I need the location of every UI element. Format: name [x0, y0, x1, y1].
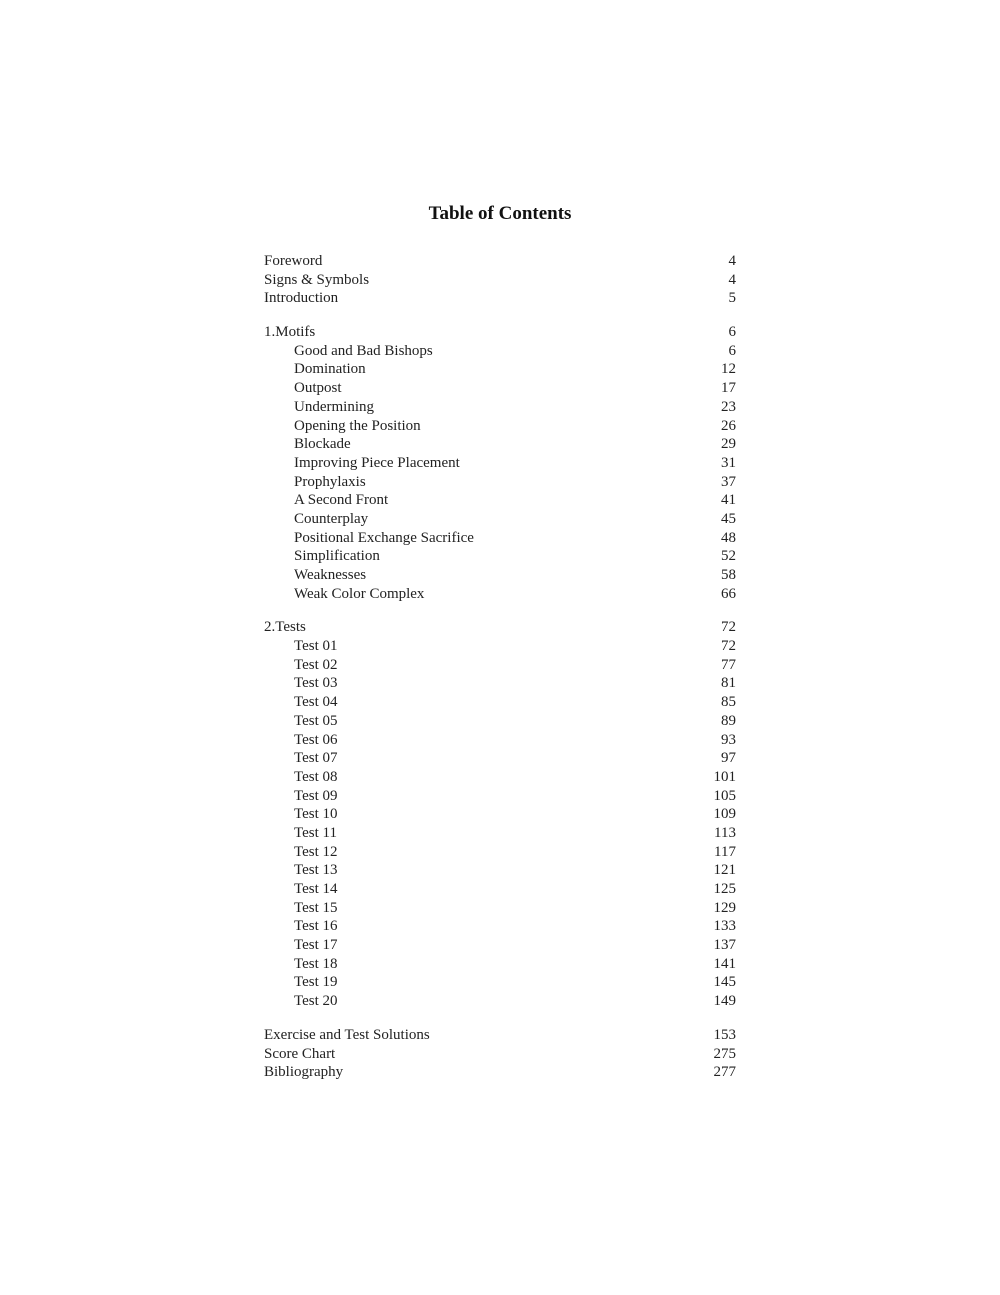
toc-entry[interactable]	[264, 360, 736, 379]
toc-entry-page: 149	[713, 993, 736, 1010]
toc-entry[interactable]	[264, 435, 736, 454]
toc-entry[interactable]	[264, 566, 736, 585]
toc-entry-label: Test 18	[294, 955, 338, 972]
toc-entry-page: 89	[721, 712, 736, 729]
toc-entry-page: 277	[713, 1064, 736, 1081]
toc-entry-label: Test 08	[294, 768, 338, 785]
toc-chapter-label: 1.Motifs	[264, 324, 316, 341]
toc-entry[interactable]	[264, 749, 736, 768]
toc-entry-page: 275	[713, 1045, 736, 1062]
toc-entry[interactable]	[264, 1063, 736, 1082]
toc-entry[interactable]	[264, 271, 736, 290]
toc-entry[interactable]	[264, 674, 736, 693]
toc-entry[interactable]	[264, 768, 736, 787]
toc-entry-label: Bibliography	[264, 1064, 344, 1081]
toc-entry[interactable]	[264, 454, 736, 473]
toc-entry[interactable]	[264, 1026, 736, 1045]
toc-entry-label: Domination	[294, 361, 366, 378]
toc-entry-page: 121	[713, 862, 736, 879]
toc-entry[interactable]	[264, 529, 736, 548]
toc-entry-label: Signs & Symbols	[264, 271, 370, 288]
toc-entry-page: 41	[721, 492, 736, 509]
toc-entry[interactable]	[264, 880, 736, 899]
toc-entry-page: 81	[721, 675, 736, 692]
toc-entry-label: Test 13	[294, 862, 338, 879]
toc-entry-page: 113	[714, 824, 736, 841]
toc-entry[interactable]	[264, 936, 736, 955]
toc-chapter-page: 6	[728, 324, 736, 341]
toc-entry-label: Introduction	[264, 290, 339, 307]
toc-entry[interactable]	[264, 917, 736, 936]
toc-entry-page: 105	[713, 787, 736, 804]
toc-entry-label: Undermining	[294, 398, 374, 415]
toc-entry-page: 12	[721, 361, 736, 378]
toc-entry-page: 29	[721, 436, 736, 453]
toc-entry-page: 129	[713, 899, 736, 916]
toc-entry-page: 72	[721, 638, 736, 655]
toc-entry-page: 37	[721, 473, 736, 490]
toc-entry-label: Blockade	[294, 436, 351, 453]
toc-entry[interactable]	[264, 955, 736, 974]
toc-entry-label: Opening the Position	[294, 417, 421, 434]
toc-entry-page: 4	[728, 253, 736, 269]
toc-entry-label: Test 02	[294, 656, 338, 673]
toc-entry[interactable]	[264, 992, 736, 1011]
toc-chapter-heading[interactable]	[264, 323, 736, 342]
toc-entry-label: Weak Color Complex	[294, 585, 425, 602]
toc-entry-label: Test 14	[294, 881, 338, 897]
toc-entry-page: 125	[713, 881, 736, 897]
toc-entry[interactable]	[264, 491, 736, 510]
toc-entry-page: 66	[721, 585, 736, 602]
toc-entry-label: Simplification	[294, 548, 380, 565]
toc-entry-page: 23	[721, 398, 736, 415]
toc-entry-label: Test 01	[294, 638, 338, 655]
toc-entry[interactable]	[264, 473, 736, 492]
page-title: Table of Contents	[428, 203, 572, 224]
toc-entry-page: 26	[721, 417, 736, 434]
toc-entry-page: 31	[721, 454, 736, 471]
toc-chapter-heading[interactable]	[264, 618, 736, 637]
toc-entry-label: Test 12	[294, 843, 338, 860]
toc-entry-page: 4	[728, 271, 736, 288]
toc-section-motifs	[264, 323, 736, 603]
toc-entry[interactable]	[264, 693, 736, 712]
toc-entry[interactable]	[264, 787, 736, 806]
toc-entry[interactable]	[264, 656, 736, 675]
toc-entry-label: Positional Exchange Sacrifice	[294, 529, 474, 546]
toc-section-back-matter	[264, 1026, 736, 1082]
toc-entry[interactable]	[264, 824, 736, 843]
toc-entry-page: 93	[721, 731, 736, 748]
toc-entry[interactable]	[264, 379, 736, 398]
toc-entry[interactable]	[264, 585, 736, 604]
toc-entry-label: Test 10	[294, 806, 338, 823]
table-of-contents	[264, 252, 736, 1097]
toc-entry-page: 101	[713, 768, 736, 785]
toc-entry-label: Test 20	[294, 993, 338, 1010]
toc-entry-page: 117	[714, 843, 736, 860]
toc-entry-label: Test 17	[294, 937, 338, 954]
toc-entry-label: Prophylaxis	[294, 473, 366, 490]
toc-entry-page: 45	[721, 510, 736, 527]
toc-entry[interactable]	[264, 417, 736, 436]
toc-entry[interactable]	[264, 510, 736, 529]
toc-entry-label: Test 15	[294, 899, 338, 916]
toc-entry-label: Test 07	[294, 750, 338, 767]
toc-entry-label: Test 19	[294, 974, 338, 991]
toc-entry-label: Score Chart	[264, 1045, 336, 1062]
toc-entry-label: Good and Bad Bishops	[294, 342, 433, 359]
toc-entry[interactable]	[264, 805, 736, 824]
toc-entry-label: A Second Front	[294, 492, 389, 509]
toc-entry[interactable]	[264, 712, 736, 731]
toc-entry[interactable]	[264, 252, 736, 271]
toc-entry-page: 109	[713, 806, 736, 823]
toc-entry[interactable]	[264, 843, 736, 862]
toc-entry[interactable]	[264, 547, 736, 566]
toc-entry-page: 17	[721, 380, 736, 397]
toc-entry[interactable]	[264, 398, 736, 417]
toc-entry[interactable]	[264, 899, 736, 918]
toc-entry-page: 153	[713, 1026, 736, 1043]
toc-chapter-page: 72	[721, 619, 736, 636]
toc-entry-label: Test 06	[294, 731, 338, 748]
toc-entry-page: 5	[728, 290, 736, 307]
toc-entry-page: 48	[721, 529, 736, 546]
toc-entry[interactable]	[264, 637, 736, 656]
toc-entry-page: 85	[721, 694, 736, 711]
toc-entry-label: Weaknesses	[294, 567, 367, 583]
toc-entry[interactable]	[264, 289, 736, 308]
toc-entry-label: Outpost	[294, 380, 342, 397]
toc-entry-page: 97	[721, 750, 736, 767]
toc-entry-label: Test 05	[294, 712, 338, 729]
toc-entry-page: 58	[721, 567, 736, 583]
toc-entry-page: 137	[713, 937, 736, 954]
toc-entry-page: 52	[721, 548, 736, 565]
toc-entry-label: Foreword	[264, 253, 323, 269]
toc-entry-page: 141	[713, 955, 736, 972]
toc-entry[interactable]	[264, 973, 736, 992]
toc-entry[interactable]	[264, 342, 736, 361]
toc-entry-label: Improving Piece Placement	[294, 454, 460, 471]
toc-entry-label: Test 09	[294, 787, 338, 804]
toc-entry-page: 77	[721, 656, 736, 673]
toc-section-front-matter	[264, 252, 736, 308]
toc-section-tests	[264, 618, 736, 1010]
toc-entry[interactable]	[264, 861, 736, 880]
toc-entry-label: Test 11	[294, 824, 337, 841]
toc-entry-label: Test 04	[294, 694, 338, 711]
toc-entry-page: 6	[728, 342, 736, 359]
toc-entry-label: Test 03	[294, 675, 338, 692]
toc-entry-label: Test 16	[294, 918, 338, 935]
toc-entry-label: Counterplay	[294, 510, 369, 527]
toc-entry-label: Exercise and Test Solutions	[264, 1026, 430, 1043]
toc-chapter-label: 2.Tests	[264, 619, 306, 636]
toc-entry[interactable]	[264, 731, 736, 750]
toc-entry-page: 133	[713, 918, 736, 935]
toc-entry-page: 145	[713, 974, 736, 991]
toc-entry[interactable]	[264, 1045, 736, 1064]
